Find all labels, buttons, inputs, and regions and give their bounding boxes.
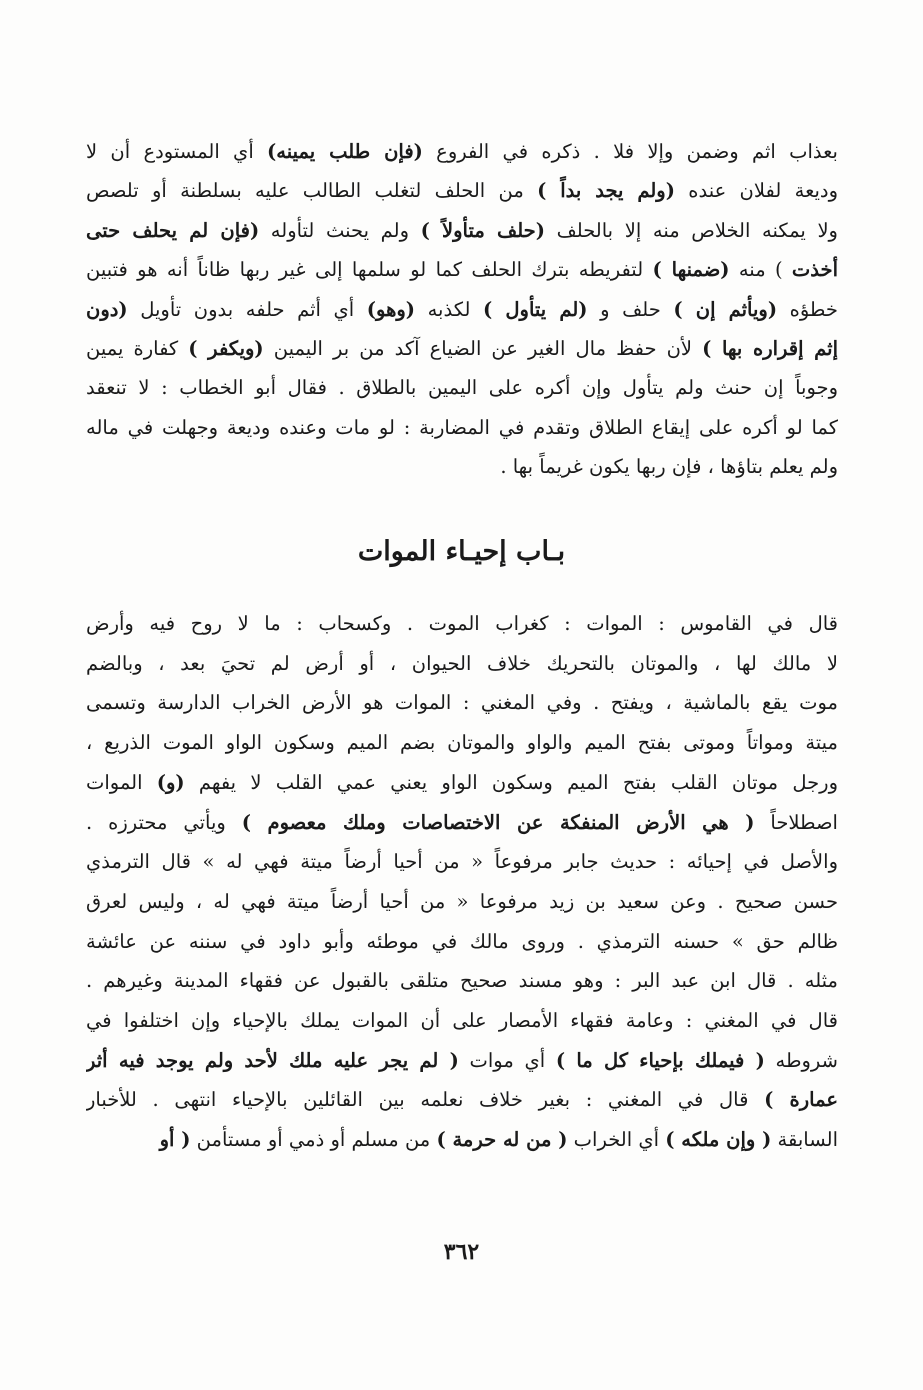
text-line bbox=[86, 961, 838, 1001]
matn-text: إثم إقراره بها ) bbox=[702, 337, 838, 361]
sharh-text: حلف و bbox=[587, 297, 674, 321]
sharh-text: من مسلم أو ذمي أو مستأمن bbox=[190, 1128, 437, 1152]
sharh-text: لتفريطه بترك الحلف كما لو سلمها إلى غير ربها ظاناً أنه هو فتبين bbox=[86, 258, 653, 282]
sharh-text: اصطلاحاً bbox=[754, 810, 838, 834]
sharh-text: شروطه bbox=[764, 1048, 838, 1072]
matn-text: (ضمنها ) bbox=[652, 258, 730, 282]
matn-text: (ولم يجد بداً ) bbox=[537, 179, 675, 203]
matn-text: عمارة ) bbox=[764, 1088, 838, 1112]
text-line bbox=[86, 329, 838, 368]
text-line bbox=[86, 408, 838, 447]
text-line bbox=[86, 604, 838, 644]
text-line bbox=[86, 250, 838, 289]
sharh-text: لأن حفظ مال الغير عن الضياع آكد من بر اليمين bbox=[263, 337, 703, 361]
sharh-text: أي المستودع أن لا bbox=[86, 140, 268, 163]
text-line bbox=[86, 922, 838, 962]
sharh-text: ورجل موتان القلب بفتح الميم وسكون الواو يعني عمي القلب لا يفهم bbox=[184, 770, 838, 794]
sharh-text: وجوباً إن حنث ولم يتأول وإن أكره على اليمين بالطلاق . فقال أبو الخطاب : لا تنعقد bbox=[86, 376, 838, 400]
matn-text: (وهو) bbox=[366, 297, 416, 321]
matn-text: ( فيملك بإحياء كل ما ) bbox=[555, 1048, 765, 1072]
page-number: ٣٦٢ bbox=[443, 1239, 480, 1265]
text-line bbox=[86, 1120, 838, 1160]
sharh-text: خطؤه bbox=[777, 297, 838, 321]
sharh-text: لا مالك لها ، والموتان بالتحريك خلاف الحيوان ، أو أرض لم تحيَ بعد ، وبالضم bbox=[86, 651, 838, 675]
matn-text: (ويأثم إن ) bbox=[673, 297, 778, 321]
sharh-text: ميتة ومواتاً وموتى بفتح الميم والواو والموتان بضم الميم وسكون الواو الموت الذريع ، bbox=[86, 731, 838, 755]
sharh-text: الموات bbox=[86, 770, 157, 794]
sharh-text: كما لو أكره على إيقاع الطلاق وتقدم في المضاربة : لو مات وعنده وديعة وجهلت في ماله bbox=[86, 415, 838, 439]
text-line bbox=[86, 842, 838, 882]
sharh-text: بعذاب اثم وضمن وإلا فلا . ذكره في الفروع bbox=[422, 140, 838, 163]
sharh-text: ولا يمكنه الخلاص منه إلا بالحلف bbox=[544, 218, 838, 242]
matn-text: (فإن لم يحلف حتى bbox=[86, 218, 260, 242]
text-line bbox=[86, 644, 838, 684]
text-line bbox=[86, 211, 838, 250]
sharh-text: حسن صحيح . وعن سعيد بن زيد مرفوعا « من أحيا أرضاً ميتة فهي له ، وليس لعرق bbox=[86, 889, 838, 913]
matn-text: (حلف متأولاً ) bbox=[420, 218, 545, 242]
sharh-text: لكذبه bbox=[415, 297, 483, 321]
matn-text: ( هي الأرض المنفكة عن الاختصاصات وملك معصوم ) bbox=[241, 810, 755, 834]
sharh-text: من الحلف لتغلب الطالب عليه بسلطنة أو تلصص bbox=[86, 179, 538, 203]
matn-text: ( وإن ملكه ) bbox=[665, 1128, 772, 1152]
sharh-text: أي موات bbox=[458, 1048, 556, 1072]
sharh-text: أي أثم حلفه بدون تأويل bbox=[127, 297, 367, 321]
chapter-heading: بـاب إحيـاء الموات bbox=[357, 536, 566, 567]
text-line bbox=[86, 1001, 838, 1041]
sharh-text: ويأتي محترزه . bbox=[86, 810, 242, 834]
sharh-text: قال في المغني : بغير خلاف نعلمه بين القائلين بالإحياء انتهى . للأخبار bbox=[86, 1088, 765, 1112]
matn-text: ( لم يجر عليه ملك لأحد ولم يوجد فيه أثر bbox=[86, 1048, 459, 1072]
matn-text: (و) bbox=[156, 770, 185, 794]
bottom-paragraph bbox=[86, 604, 838, 1160]
sharh-text: السابقة bbox=[771, 1128, 838, 1152]
matn-text: (دون bbox=[86, 297, 128, 321]
text-line bbox=[86, 1041, 838, 1081]
matn-text: (لم يتأول ) bbox=[483, 297, 588, 321]
sharh-text: قال في القاموس : الموات : كغراب الموت . وكسحاب : ما لا روح فيه وأرض bbox=[86, 612, 838, 635]
text-line bbox=[86, 803, 838, 843]
sharh-text: موت يقع بالماشية ، ويفتح . وفي المغني : الموات هو الأرض الخراب الدارسة وتسمى bbox=[86, 691, 838, 715]
sharh-text: ) منه bbox=[729, 258, 792, 282]
text-line bbox=[86, 290, 838, 329]
text-line bbox=[86, 882, 838, 922]
sharh-text: ظالم حق » حسنه الترمذي . وروى مالك في موطئه وأبو داود في سننه عن عائشة bbox=[86, 929, 838, 953]
sharh-text: مثله . قال ابن عبد البر : وهو مسند صحيح متلقى بالقبول عن فقهاء المدينة وغيرهم . bbox=[86, 969, 838, 993]
sharh-text: ولم يحنث لتأوله bbox=[259, 218, 421, 242]
text-line bbox=[86, 1080, 838, 1120]
text-line bbox=[86, 723, 838, 763]
text-line bbox=[86, 683, 838, 723]
matn-text: (فإن طلب يمينه) bbox=[267, 140, 423, 163]
sharh-text: أي الخراب bbox=[567, 1128, 666, 1152]
text-line bbox=[86, 368, 838, 407]
text-line bbox=[86, 763, 838, 803]
sharh-text: والأصل في إحيائه : حديث جابر مرفوعاً « من أحيا أرضاً ميتة فهي له » قال الترمذي bbox=[86, 850, 838, 874]
matn-text: أخذت bbox=[791, 258, 838, 282]
matn-text: (ويكفر ) bbox=[188, 337, 264, 361]
sharh-text: ولم يعلم بتاؤها ، فإن ربها يكون غريماً بها . bbox=[500, 455, 838, 479]
matn-text: ( أو bbox=[159, 1128, 191, 1152]
sharh-text: وديعة لفلان عنده bbox=[674, 179, 838, 203]
text-line bbox=[86, 171, 838, 210]
matn-text: ( من له حرمة ) bbox=[436, 1128, 568, 1152]
text-line bbox=[86, 447, 838, 486]
sharh-text: قال في المغني : وعامة فقهاء الأمصار على أن الموات يملك بالإحياء وإن اختلفوا في bbox=[86, 1009, 838, 1033]
top-paragraph bbox=[86, 132, 838, 487]
text-line bbox=[86, 132, 838, 171]
sharh-text: كفارة يمين bbox=[86, 337, 189, 361]
